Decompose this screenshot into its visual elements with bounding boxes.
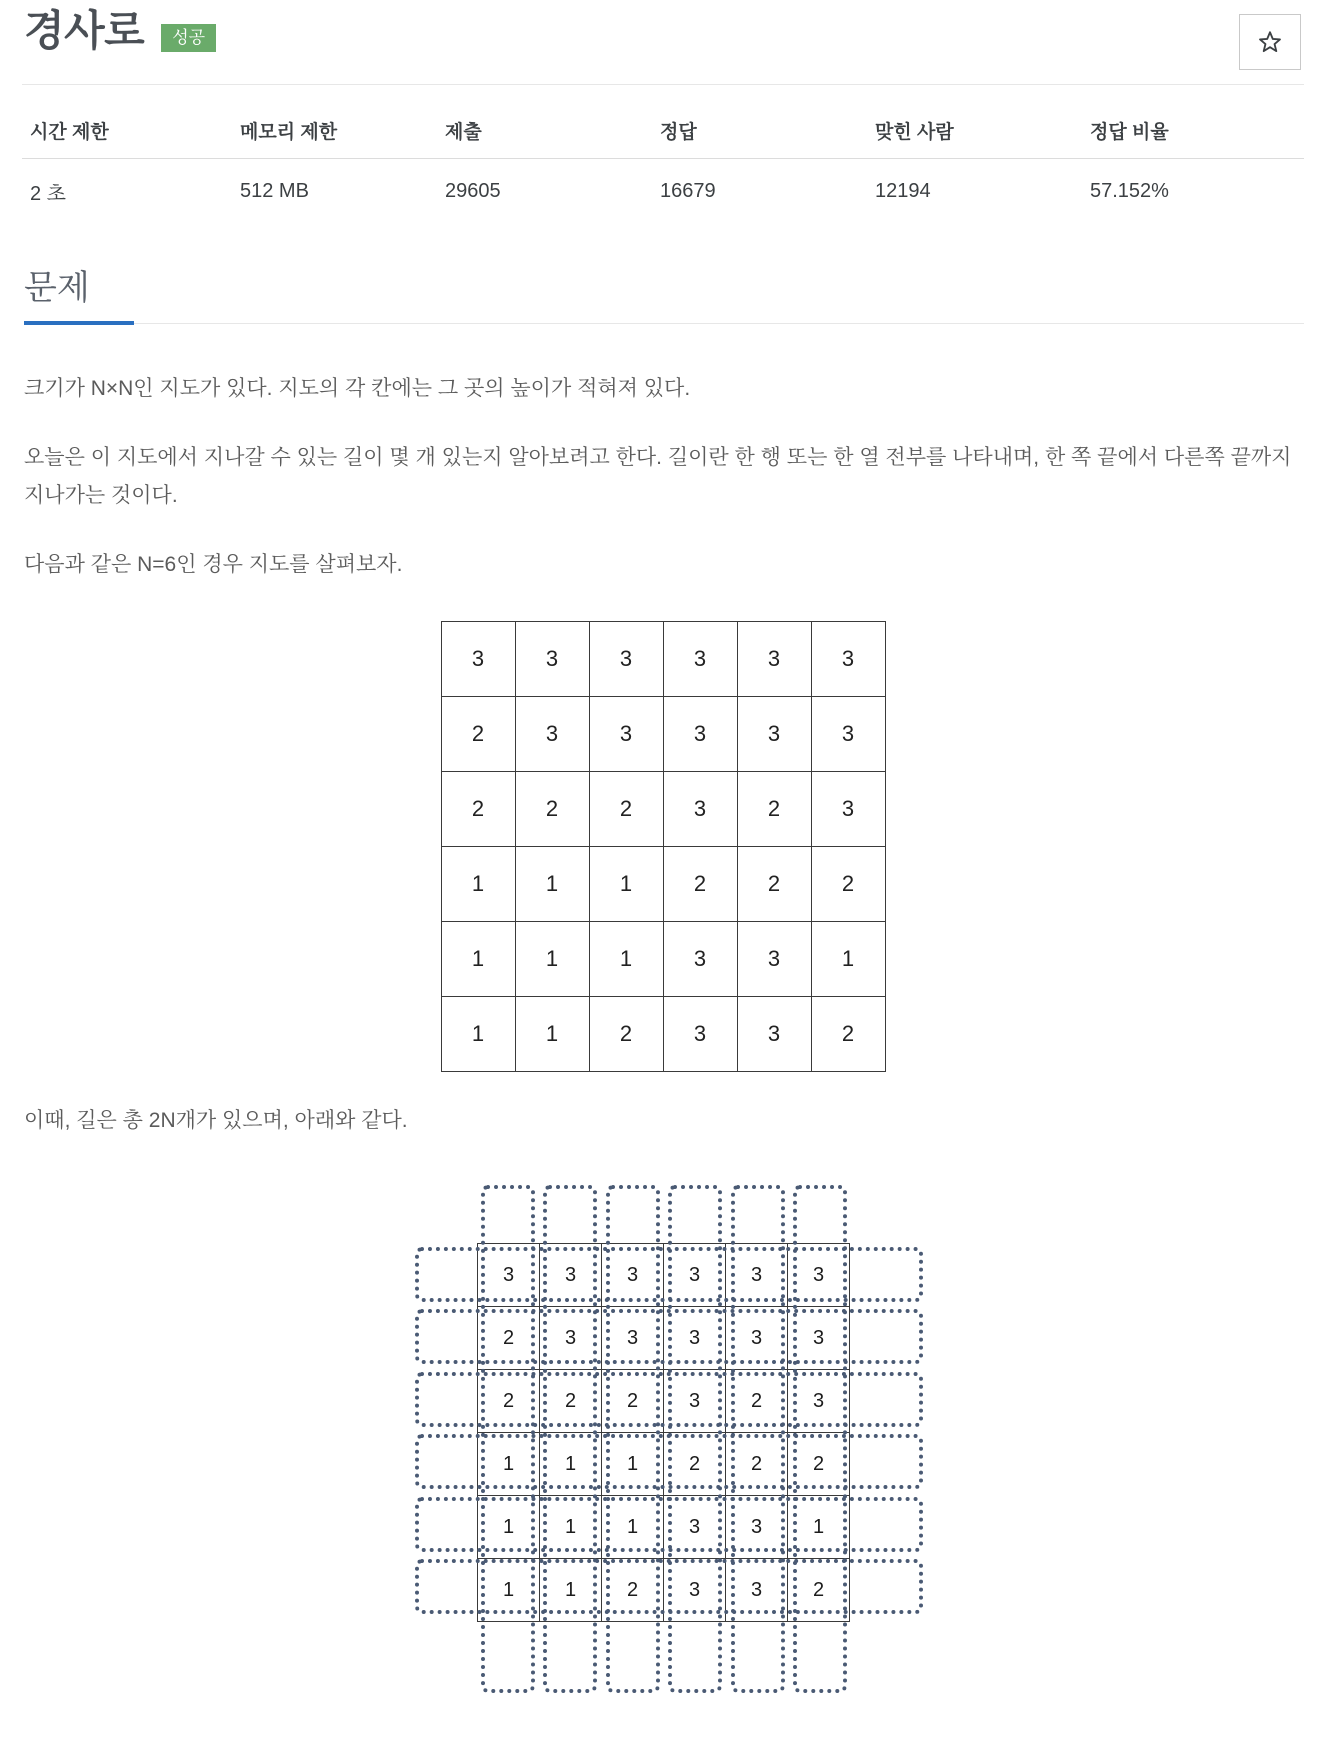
roads-grid-cell: 1 bbox=[478, 1496, 540, 1559]
map-grid-cell: 3 bbox=[663, 622, 737, 697]
map-grid-cell: 3 bbox=[737, 922, 811, 997]
map-grid-cell: 2 bbox=[589, 997, 663, 1072]
map-grid-cell: 2 bbox=[737, 847, 811, 922]
roads-grid-cell: 3 bbox=[664, 1370, 726, 1433]
roads-grid-cell: 1 bbox=[540, 1496, 602, 1559]
roads-grid-cell: 3 bbox=[664, 1307, 726, 1370]
value-accept-ratio: 57.152% bbox=[1090, 180, 1169, 202]
problem-paragraph-3: 다음과 같은 N=6인 경우 지도를 살펴보자. bbox=[24, 553, 403, 577]
map-grid-cell: 3 bbox=[811, 772, 885, 847]
value-solvers: 12194 bbox=[875, 180, 931, 202]
value-submissions: 29605 bbox=[445, 180, 501, 202]
roads-grid-cell: 1 bbox=[478, 1559, 540, 1622]
roads-grid-row bbox=[478, 1370, 850, 1433]
map-grid-cell: 3 bbox=[589, 697, 663, 772]
map-grid-cell: 2 bbox=[811, 997, 885, 1072]
roads-grid-cell: 2 bbox=[602, 1370, 664, 1433]
map-grid-cell: 1 bbox=[811, 922, 885, 997]
map-grid-row bbox=[441, 847, 885, 922]
favorite-star-button[interactable] bbox=[1239, 14, 1301, 70]
value-time-limit: 2 초 bbox=[30, 183, 66, 205]
table-row bbox=[22, 159, 1304, 225]
problem-paragraph-2: 오늘은 이 지도에서 지나갈 수 있는 길이 몇 개 있는지 알아보려고 한다. 길이란 한 행 또는 한 열 전부를 나타내며, 한 쪽 끝에서 다른쪽 끝까지 지나가는 것이다. bbox=[24, 445, 1292, 508]
map-grid-cell: 2 bbox=[441, 772, 515, 847]
footer-spacer bbox=[22, 1703, 1304, 1723]
header-submissions: 제출 bbox=[437, 107, 652, 159]
map-grid-row bbox=[441, 922, 885, 997]
roads-grid-cell: 2 bbox=[540, 1370, 602, 1433]
problem-info-table bbox=[22, 107, 1304, 224]
table-header-row bbox=[22, 107, 1304, 159]
map-grid-cell: 3 bbox=[663, 997, 737, 1072]
page-header bbox=[22, 0, 1304, 85]
roads-grid-cell: 2 bbox=[664, 1433, 726, 1496]
map-grid-row bbox=[441, 622, 885, 697]
map-grid-figure bbox=[22, 621, 1304, 1072]
roads-grid-cell: 1 bbox=[478, 1433, 540, 1496]
map-grid-cell: 3 bbox=[737, 697, 811, 772]
map-grid-row bbox=[441, 772, 885, 847]
map-grid-table bbox=[441, 621, 886, 1072]
map-grid-cell: 1 bbox=[441, 847, 515, 922]
map-grid-cell: 2 bbox=[737, 772, 811, 847]
roads-grid-cell: 1 bbox=[788, 1496, 850, 1559]
page-title: 경사로 bbox=[24, 7, 145, 54]
star-outline-icon bbox=[1257, 29, 1283, 55]
header-memory-limit: 메모리 제한 bbox=[232, 107, 437, 159]
value-memory-limit: 512 MB bbox=[240, 180, 309, 202]
map-grid-row bbox=[441, 997, 885, 1072]
map-grid-cell: 3 bbox=[663, 772, 737, 847]
map-grid-cell: 3 bbox=[441, 622, 515, 697]
map-grid-cell: 1 bbox=[589, 922, 663, 997]
roads-figure bbox=[22, 1173, 1304, 1703]
roads-grid-cell: 1 bbox=[602, 1433, 664, 1496]
map-grid-cell: 2 bbox=[811, 847, 885, 922]
section-divider bbox=[24, 323, 1304, 324]
roads-grid-row bbox=[478, 1307, 850, 1370]
roads-grid-cell: 3 bbox=[540, 1307, 602, 1370]
roads-grid-cell: 2 bbox=[726, 1370, 788, 1433]
map-grid-cell: 1 bbox=[515, 847, 589, 922]
roads-grid-row bbox=[478, 1496, 850, 1559]
section-title-problem: 문제 bbox=[24, 269, 90, 307]
map-grid-cell: 2 bbox=[441, 697, 515, 772]
roads-stage bbox=[403, 1173, 923, 1703]
roads-grid-cell: 3 bbox=[788, 1307, 850, 1370]
roads-grid-cell: 3 bbox=[478, 1244, 540, 1307]
status-badge: 성공 bbox=[161, 24, 216, 52]
roads-grid-table bbox=[477, 1243, 850, 1622]
map-grid-cell: 3 bbox=[811, 622, 885, 697]
map-grid-cell: 1 bbox=[441, 997, 515, 1072]
roads-grid-row bbox=[478, 1433, 850, 1496]
map-grid-cell: 2 bbox=[515, 772, 589, 847]
value-accepted: 16679 bbox=[660, 180, 716, 202]
roads-grid-cell: 3 bbox=[788, 1370, 850, 1433]
map-grid-cell: 2 bbox=[663, 847, 737, 922]
map-grid-row bbox=[441, 697, 885, 772]
roads-grid-cell: 2 bbox=[602, 1559, 664, 1622]
roads-grid-cell: 2 bbox=[478, 1307, 540, 1370]
roads-grid-cell: 1 bbox=[540, 1559, 602, 1622]
map-grid-cell: 3 bbox=[737, 622, 811, 697]
header-solvers: 맞힌 사람 bbox=[867, 107, 1082, 159]
roads-grid-cell: 3 bbox=[726, 1307, 788, 1370]
map-grid-cell: 3 bbox=[737, 997, 811, 1072]
map-grid-cell: 1 bbox=[515, 997, 589, 1072]
header-time-limit: 시간 제한 bbox=[22, 107, 232, 159]
header-accept-ratio: 정답 비율 bbox=[1082, 107, 1304, 159]
roads-grid-cell: 1 bbox=[602, 1496, 664, 1559]
roads-grid-cell: 1 bbox=[540, 1433, 602, 1496]
header-accepted: 정답 bbox=[652, 107, 867, 159]
roads-grid-cell: 3 bbox=[664, 1244, 726, 1307]
map-grid-cell: 3 bbox=[663, 922, 737, 997]
roads-grid-cell: 3 bbox=[726, 1496, 788, 1559]
map-grid-cell: 2 bbox=[589, 772, 663, 847]
map-grid-cell: 3 bbox=[515, 697, 589, 772]
roads-grid-cell: 3 bbox=[540, 1244, 602, 1307]
roads-grid-cell: 3 bbox=[602, 1244, 664, 1307]
problem-paragraph-1: 크기가 N×N인 지도가 있다. 지도의 각 칸에는 그 곳의 높이가 적혀져 있다. bbox=[24, 376, 691, 400]
roads-grid-row bbox=[478, 1244, 850, 1307]
map-grid-cell: 3 bbox=[663, 697, 737, 772]
roads-grid-row bbox=[478, 1559, 850, 1622]
roads-grid-cell: 3 bbox=[602, 1307, 664, 1370]
map-grid-cell: 1 bbox=[441, 922, 515, 997]
title-group bbox=[22, 6, 216, 56]
roads-grid-cell: 3 bbox=[726, 1244, 788, 1307]
roads-grid-cell: 2 bbox=[726, 1433, 788, 1496]
roads-grid-cell: 2 bbox=[788, 1433, 850, 1496]
map-grid-cell: 3 bbox=[811, 697, 885, 772]
map-grid-cell: 3 bbox=[515, 622, 589, 697]
roads-grid-cell: 2 bbox=[788, 1559, 850, 1622]
map-grid-cell: 1 bbox=[515, 922, 589, 997]
problem-section-header bbox=[22, 268, 1304, 324]
roads-grid-cell: 3 bbox=[726, 1559, 788, 1622]
roads-grid-cell: 3 bbox=[788, 1244, 850, 1307]
roads-grid-cell: 2 bbox=[478, 1370, 540, 1433]
roads-grid-cell: 3 bbox=[664, 1559, 726, 1622]
map-grid-cell: 1 bbox=[589, 847, 663, 922]
problem-paragraph-4: 이때, 길은 총 2N개가 있으며, 아래와 같다. bbox=[24, 1109, 408, 1133]
roads-grid-cell: 3 bbox=[664, 1496, 726, 1559]
map-grid-cell: 3 bbox=[589, 622, 663, 697]
